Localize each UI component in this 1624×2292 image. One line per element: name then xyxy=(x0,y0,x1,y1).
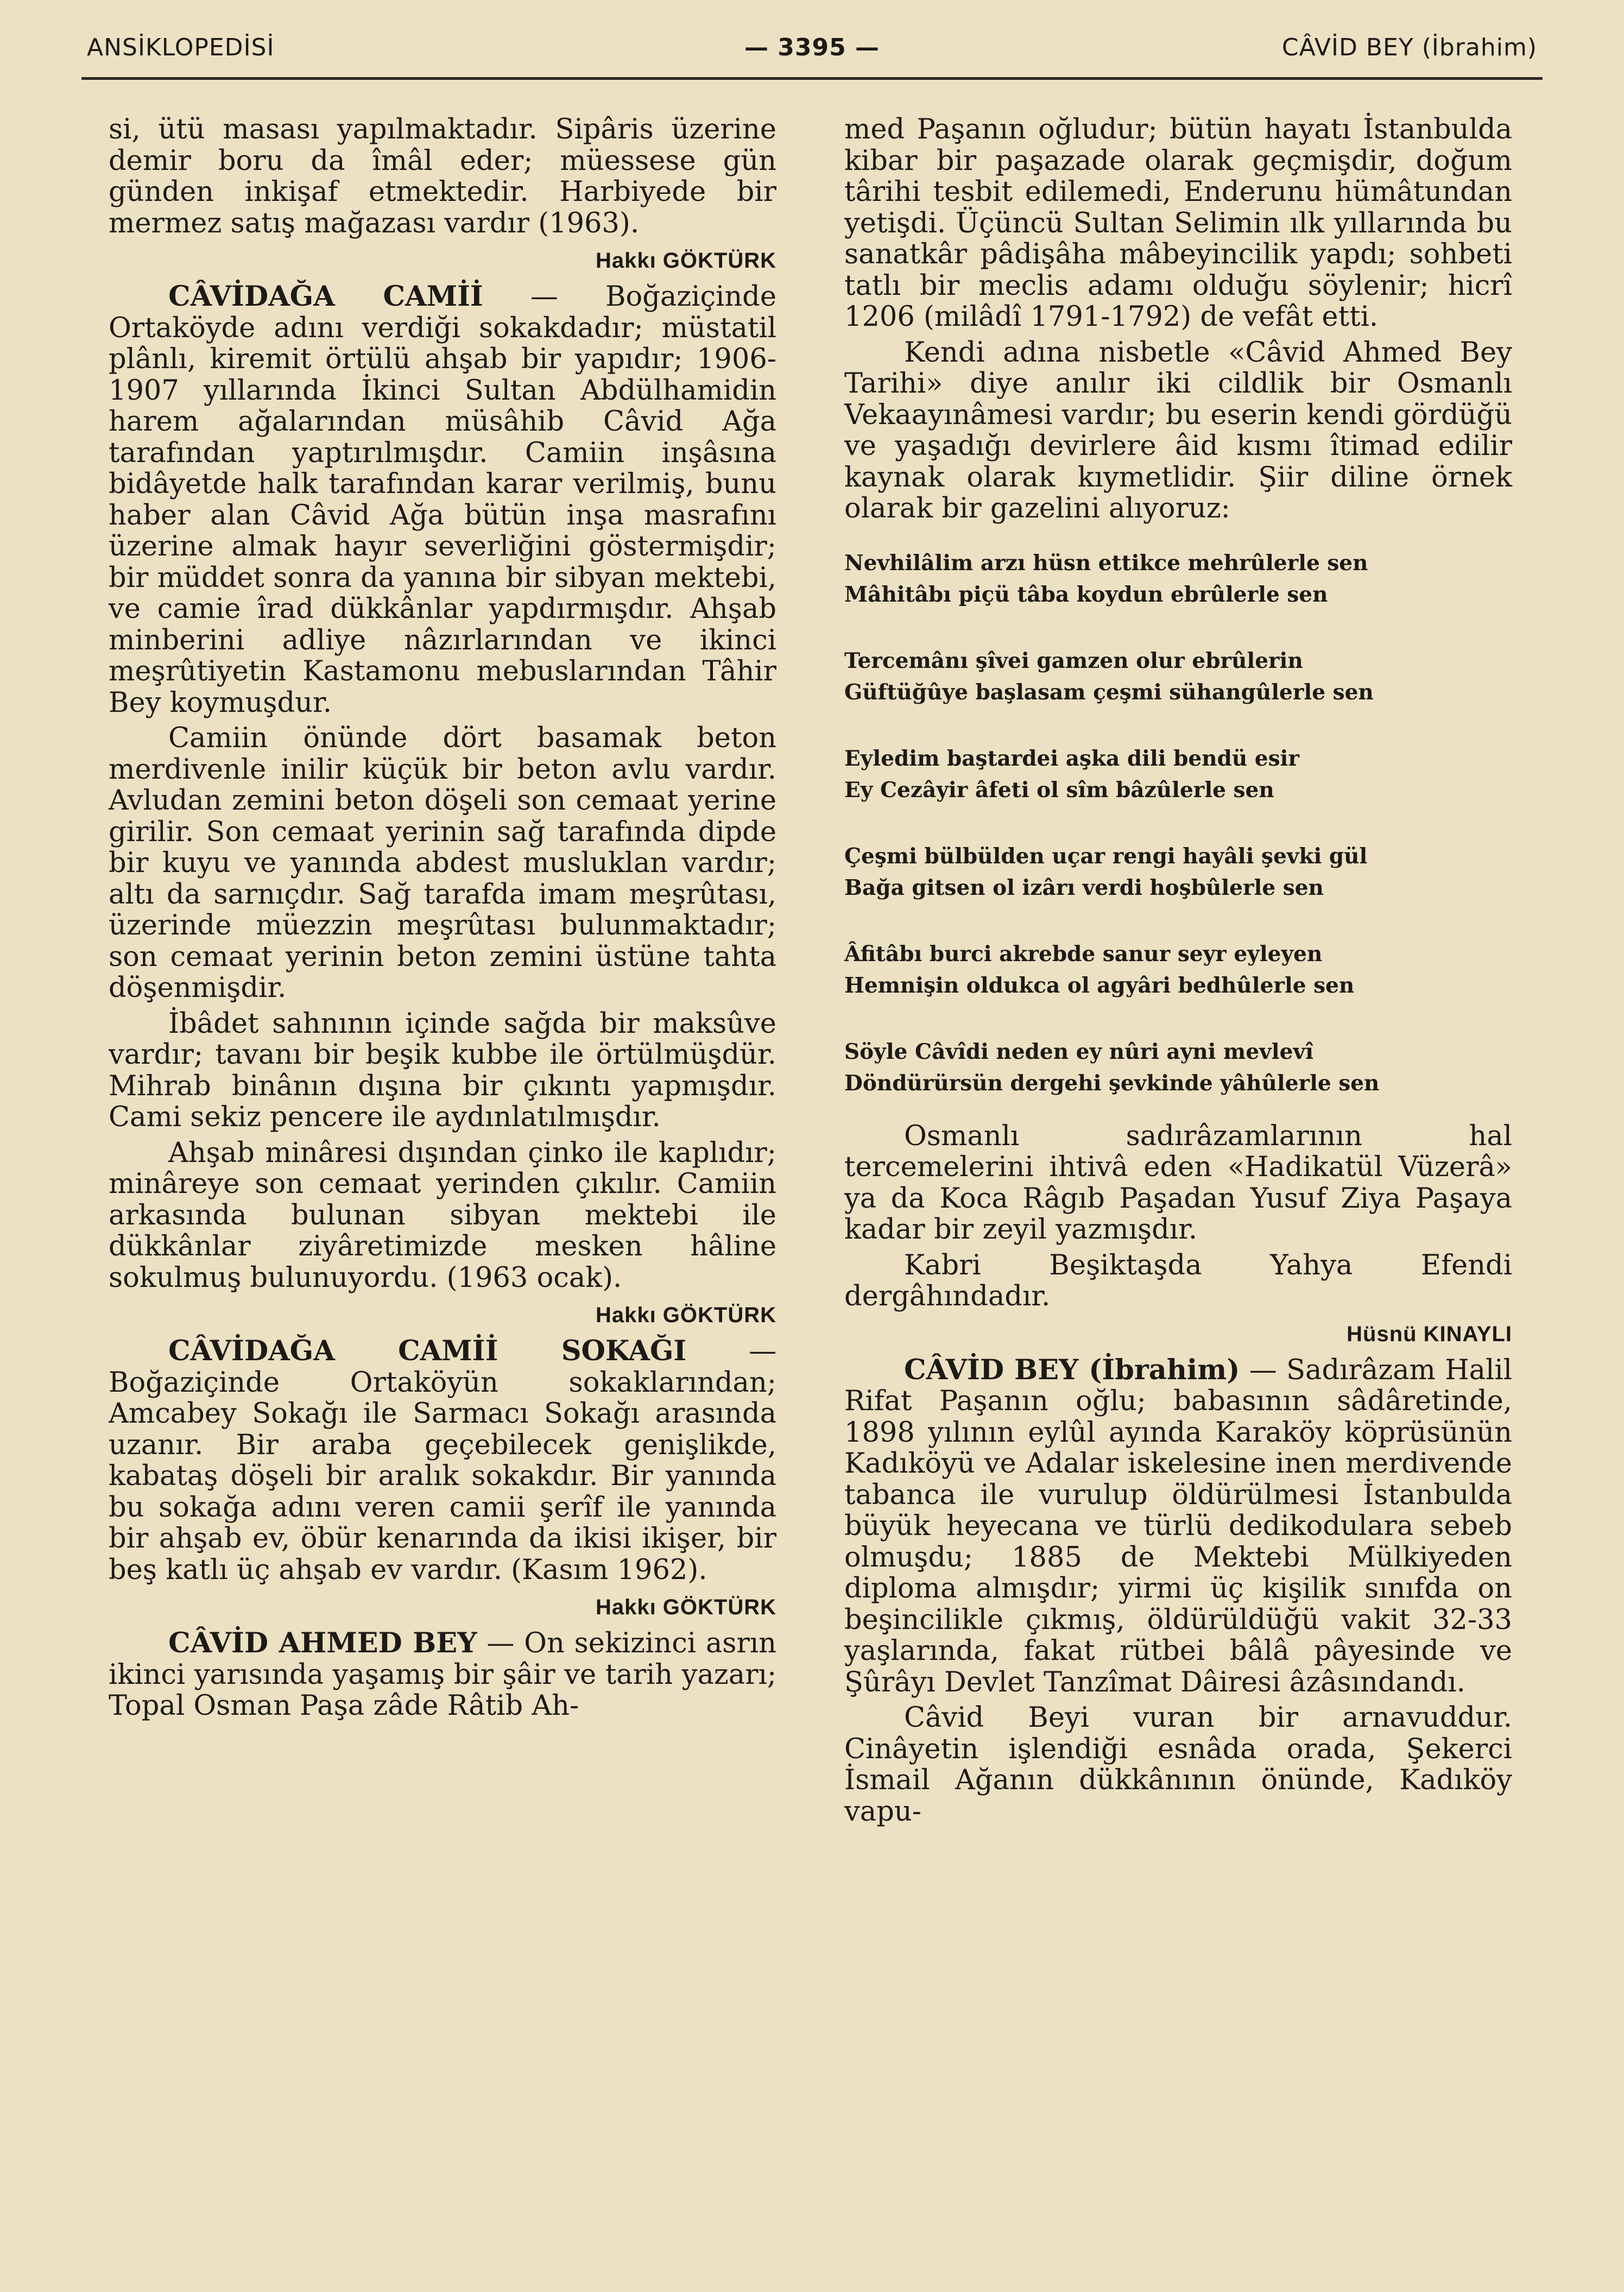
entry-text: — On sekizinci asrın ikinci yarısında yaşamış bir şâir ve tarih yazarı; Topal Osman Paşa zâde Râtib Ah- xyxy=(109,1627,776,1722)
poem-line: Söyle Câvîdi neden ey nûri ayni mevlevî xyxy=(844,1039,1313,1064)
entry-cavidaga-camii xyxy=(109,281,776,718)
left-column xyxy=(109,114,776,1726)
paragraph: Câvid Beyi vuran bir arnavuddur. Cinâyetin işlendiği esnâda orada, Şekerci İsmail Ağanın dükkânının önünde, Kadıköy vapu- xyxy=(844,1702,1512,1828)
paragraph: si, ütü masası yapılmaktadır. Sipâris üzerine demir boru da îmâl eder; müessese gün günden inkişaf etmektedir. Harbiyede bir mermez satış mağazası vardır (1963). xyxy=(109,113,776,239)
author-signature: Hakkı GÖKTÜRK xyxy=(595,1595,776,1619)
right-column xyxy=(844,114,1512,1832)
paragraph: Camiin önünde dört basamak beton merdivenle inilir küçük bir beton avlu vardır. Avludan zemini beton döşeli son cemaat yerine girilir. Son cemaat yerinin sağ tarafında dipde bir kuyu ve yanında abdest musluklan vardır; altı da sarnıçdır. Sağ tarafda imam meşrûtası, üzerinde müezzin meşrûtası bulunmaktadır; son cemaat yerinin beton zemini üstüne tahta döşenmişdir. xyxy=(109,722,776,1004)
poem-line: Eyledim baştardei aşka dili bendü esir xyxy=(844,746,1299,771)
poem-line: Güftüğûye başlasam çeşmi sühangûlerle sen xyxy=(844,679,1374,705)
paragraph: İbâdet sahnının içinde sağda bir maksûve vardır; tavanı bir beşik kubbe ile örtülmüşdür. Mihrab binânın dışına bir çıkıntı yapmışdır. Cami sekiz pencere ile aydınlatılmışdır. xyxy=(109,1007,776,1133)
entry-text: — Boğaziçinde Ortaköyde adını verdiği sokakdadır; müstatil plânlı, kiremit örtülü ahşab bir yapıdır; 1906-1907 yıllarında İkinci Sultan Abdülhamidin harem ağalarından müsâhib Câvid Ağa tarafından yaptırılmışdır. Camiin inşâsına bidâyetde halk tarafından karar verilmiş, bunu haber alan Câvid Ağa bütün inşa masrafını üzerine almak hayır severliğini göstermişdir; bir müddet sonra da yanına bir sibyan mektebi, ve camie îrad dükkânlar yapdırmışdır. Ahşab minberini adliye nâzırlarından ve ikinci meşrûtiyetin Kastamonu mebuslarından Tâhir Bey koymuşdur. xyxy=(109,281,776,719)
poem-line: Çeşmi bülbülden uçar rengi hayâli şevki gül xyxy=(844,843,1368,869)
entry-cavid-ahmed-bey xyxy=(109,1628,776,1722)
poem-couplet xyxy=(844,645,1512,708)
page-number: — 3395 — xyxy=(744,34,880,61)
author-signature: Hakkı GÖKTÜRK xyxy=(595,249,776,273)
poem-line: Tercemânı şîvei gamzen olur ebrûlerin xyxy=(844,648,1303,673)
header-entry-name: CÂVİD BEY (İbrahim) xyxy=(1281,34,1537,61)
page-header xyxy=(81,34,1543,80)
entry-title: CÂVİDAĞA CAMİİ SOKAĞI xyxy=(168,1335,687,1367)
entry-title: CÂVİDAĞA CAMİİ xyxy=(168,280,483,313)
author-signature: Hüsnü KINAYLI xyxy=(1347,1322,1512,1346)
paragraph: Kabri Beşiktaşda Yahya Efendi dergâhındadır. xyxy=(844,1249,1512,1312)
entry-cavidaga-camii-sokagi xyxy=(109,1336,776,1586)
poem-couplet xyxy=(844,1036,1512,1099)
poem-couplet xyxy=(844,938,1512,1001)
poem-line: Âfitâbı burci akrebde sanur seyr eyleyen xyxy=(844,941,1323,967)
author-signature: Hakkı GÖKTÜRK xyxy=(595,1303,776,1327)
header-encyclopedia-title: ANSİKLOPEDİSİ xyxy=(87,34,275,61)
paragraph: Kendi adına nisbetle «Câvid Ahmed Bey Tarihi» diye anılır iki cildlik bir Osmanlı Vekaayınâmesi vardır; bu eserin kendi gördüğü ve yaşadığı devirlere âid kısmı îtimad edilir kaynak olarak kıymetlidir. Şiir diline örnek olarak bir gazelini alıyoruz: xyxy=(844,336,1512,525)
poem-line: Hemnişin oldukca ol agyâri bedhûlerle sen xyxy=(844,973,1355,998)
entry-text: — Boğaziçinde Ortaköyün sokaklarından; Amcabey Sokağı ile Sarmacı Sokağı arasında uzanır. Bir araba geçebilecek genişlikde, kabataş döşeli bir aralık sokakdır. Bir yanında bu sokağa adını veren camii şerîf ile yanında bir ahşab ev, öbür kenarında da ikisi ikişer, bir beş katlı üç ahşab ev vardır. (Kasım 1962). xyxy=(109,1335,776,1586)
poem-line: Döndürürsün dergehi şevkinde yâhûlerle sen xyxy=(844,1070,1380,1096)
entry-cavid-bey-ibrahim xyxy=(844,1355,1512,1699)
poem-line: Mâhitâbı piçü tâba koydun ebrûlerle sen xyxy=(844,582,1328,607)
paragraph: Osmanlı sadırâzamlarının hal tercemelerini ihtivâ eden «Hadikatül Vüzerâ» ya da Koca Râgıb Paşadan Yusuf Ziya Paşaya kadar bir zeyil yazmışdır. xyxy=(844,1120,1512,1246)
gazel-poem xyxy=(844,547,1512,1099)
poem-couplet xyxy=(844,841,1512,904)
entry-title: CÂVİD AHMED BEY xyxy=(168,1627,477,1659)
paragraph: Ahşab minâresi dışından çinko ile kaplıdır; minâreye son cemaat yerinden çıkılır. Camiin arkasında bulunan sibyan mektebi ile dükkânlar ziyâretimizde mesken hâline sokulmuş bulunuyordu. (1963 ocak). xyxy=(109,1136,776,1294)
poem-couplet xyxy=(844,547,1512,610)
poem-line: Nevhilâlim arzı hüsn ettikce mehrûlerle sen xyxy=(844,550,1368,576)
poem-line: Bağa gitsen ol izârı verdi hoşbûlerle sen xyxy=(844,875,1324,900)
paragraph: med Paşanın oğludur; bütün hayatı İstanbulda kibar bir paşazade olarak geçmişdir, doğum târihi tesbit edilemedi, Enderunu hümâtundan yetişdi. Üçüncü Sultan Selimin ılk yıllarında bu sanatkâr pâdişâha mâbeyincilik yapdı; sohbeti tatlı bir meclis adamı olduğu söylenir; hicrî 1206 (milâdî 1791-1792) de vefât etti. xyxy=(844,113,1512,333)
poem-line: Ey Cezâyir âfeti ol sîm bâzûlerle sen xyxy=(844,777,1274,803)
poem-couplet xyxy=(844,743,1512,806)
entry-title: CÂVİD BEY (İbrahim) xyxy=(904,1353,1240,1386)
entry-text: — Sadırâzam Halil Rifat Paşanın oğlu; babasının sâdâretinde, 1898 yılının eylûl ayında Karaköy köprüsünün Kadıköyü ve Adalar iskelesine inen merdivende tabanca ile vurulup öldürülmesi İstanbulda büyük heyecana ve türlü dedikodulara sebeb olmuşdu; 1885 de Mektebi Mülkiyeden diploma almışdır; yirmi üç kişilik sınıfda on beşincilikle çıkmış, öldürüldüğü vakit 32-33 yaşlarında, fakat rütbei bâlâ pâyesinde ve Şûrâyı Devlet Tanzîmat Dâiresi âzâsındandı. xyxy=(844,1354,1513,1699)
